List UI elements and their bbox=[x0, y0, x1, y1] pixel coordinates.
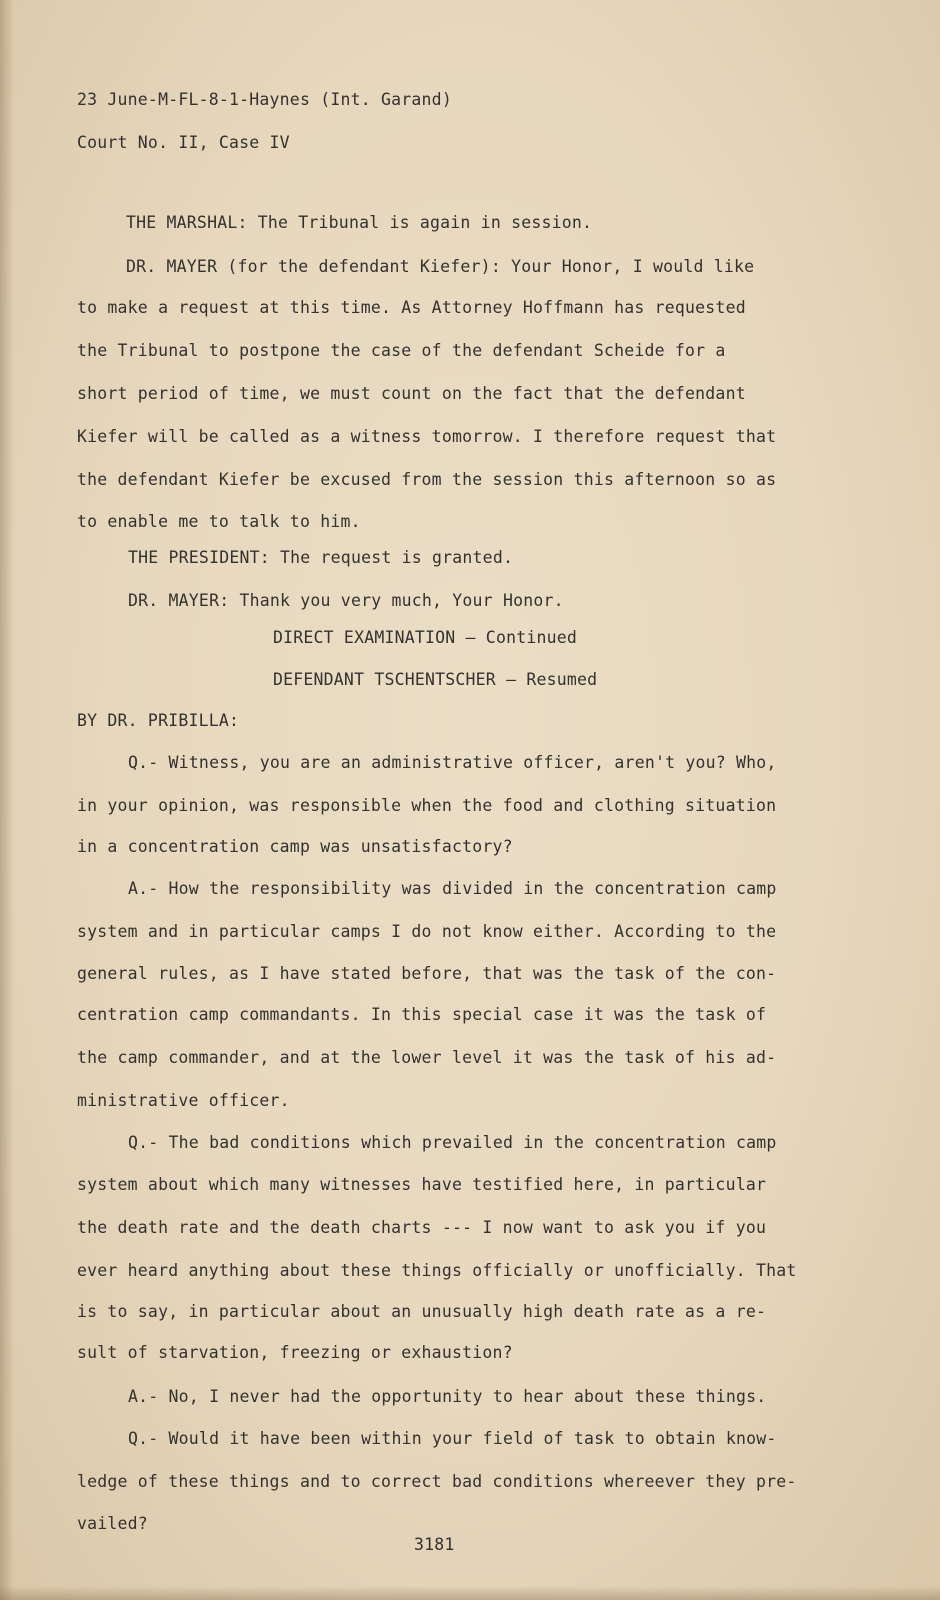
document-reference: 23 June-M-FL-8-1-Haynes (Int. Garand) bbox=[77, 90, 452, 109]
transcript-line: is to say, in particular about an unusually high death rate as a re- bbox=[77, 1302, 767, 1321]
transcript-line: the death rate and the death charts --- I now want to ask you if you bbox=[77, 1218, 767, 1237]
transcript-line: sult of starvation, freezing or exhaustion? bbox=[77, 1343, 513, 1362]
section-heading: DEFENDANT TSCHENTSCHER — Resumed bbox=[273, 670, 598, 689]
transcript-line: Kiefer will be called as a witness tomorrow. I therefore request that bbox=[77, 427, 777, 446]
transcript-line: A.- No, I never had the opportunity to hear about these things. bbox=[128, 1387, 767, 1406]
transcript-line: ever heard anything about these things officially or unofficially. That bbox=[77, 1261, 797, 1280]
transcript-line: the Tribunal to postpone the case of the defendant Scheide for a bbox=[77, 341, 726, 360]
transcript-line: ledge of these things and to correct bad conditions whereever they pre- bbox=[77, 1472, 797, 1491]
transcript-line: centration camp commandants. In this special case it was the task of bbox=[77, 1005, 767, 1024]
transcript-line: vailed? bbox=[77, 1514, 148, 1533]
transcript-line: system about which many witnesses have testified here, in particular bbox=[77, 1175, 767, 1194]
transcript-line: to make a request at this time. As Attorney Hoffmann has requested bbox=[77, 298, 746, 317]
transcript-line: short period of time, we must count on the fact that the defendant bbox=[77, 384, 746, 403]
transcript-line: THE MARSHAL: The Tribunal is again in session. bbox=[126, 213, 593, 232]
transcript-line: the camp commander, and at the lower level it was the task of his ad- bbox=[77, 1048, 777, 1067]
transcript-line: Q.- Would it have been within your field of task to obtain know- bbox=[128, 1429, 777, 1448]
transcript-line: A.- How the responsibility was divided in the concentration camp bbox=[128, 879, 777, 898]
transcript-line: in your opinion, was responsible when the food and clothing situation bbox=[77, 796, 777, 815]
transcript-line: to enable me to talk to him. bbox=[77, 512, 361, 531]
transcript-line: ministrative officer. bbox=[77, 1091, 290, 1110]
transcript-line: the defendant Kiefer be excused from the session this afternoon so as bbox=[77, 470, 777, 489]
transcript-line: DR. MAYER: Thank you very much, Your Honor. bbox=[128, 591, 564, 610]
page-edge-shadow-left bbox=[0, 0, 14, 1600]
transcript-line: Q.- The bad conditions which prevailed in the concentration camp bbox=[128, 1133, 777, 1152]
court-case-label: Court No. II, Case IV bbox=[77, 133, 290, 152]
transcript-line: system and in particular camps I do not know either. According to the bbox=[77, 922, 777, 941]
examiner-label: BY DR. PRIBILLA: bbox=[77, 711, 240, 730]
transcript-line: general rules, as I have stated before, that was the task of the con- bbox=[77, 964, 777, 983]
section-heading: DIRECT EXAMINATION — Continued bbox=[273, 628, 578, 647]
page-edge-shadow-bottom bbox=[0, 1586, 940, 1600]
page-number: 3181 bbox=[414, 1535, 455, 1554]
transcript-line: DR. MAYER (for the defendant Kiefer): Your Honor, I would like bbox=[126, 257, 755, 276]
transcript-line: in a concentration camp was unsatisfactory? bbox=[77, 837, 513, 856]
transcript-line: THE PRESIDENT: The request is granted. bbox=[128, 548, 514, 567]
transcript-line: Q.- Witness, you are an administrative officer, aren't you? Who, bbox=[128, 753, 777, 772]
